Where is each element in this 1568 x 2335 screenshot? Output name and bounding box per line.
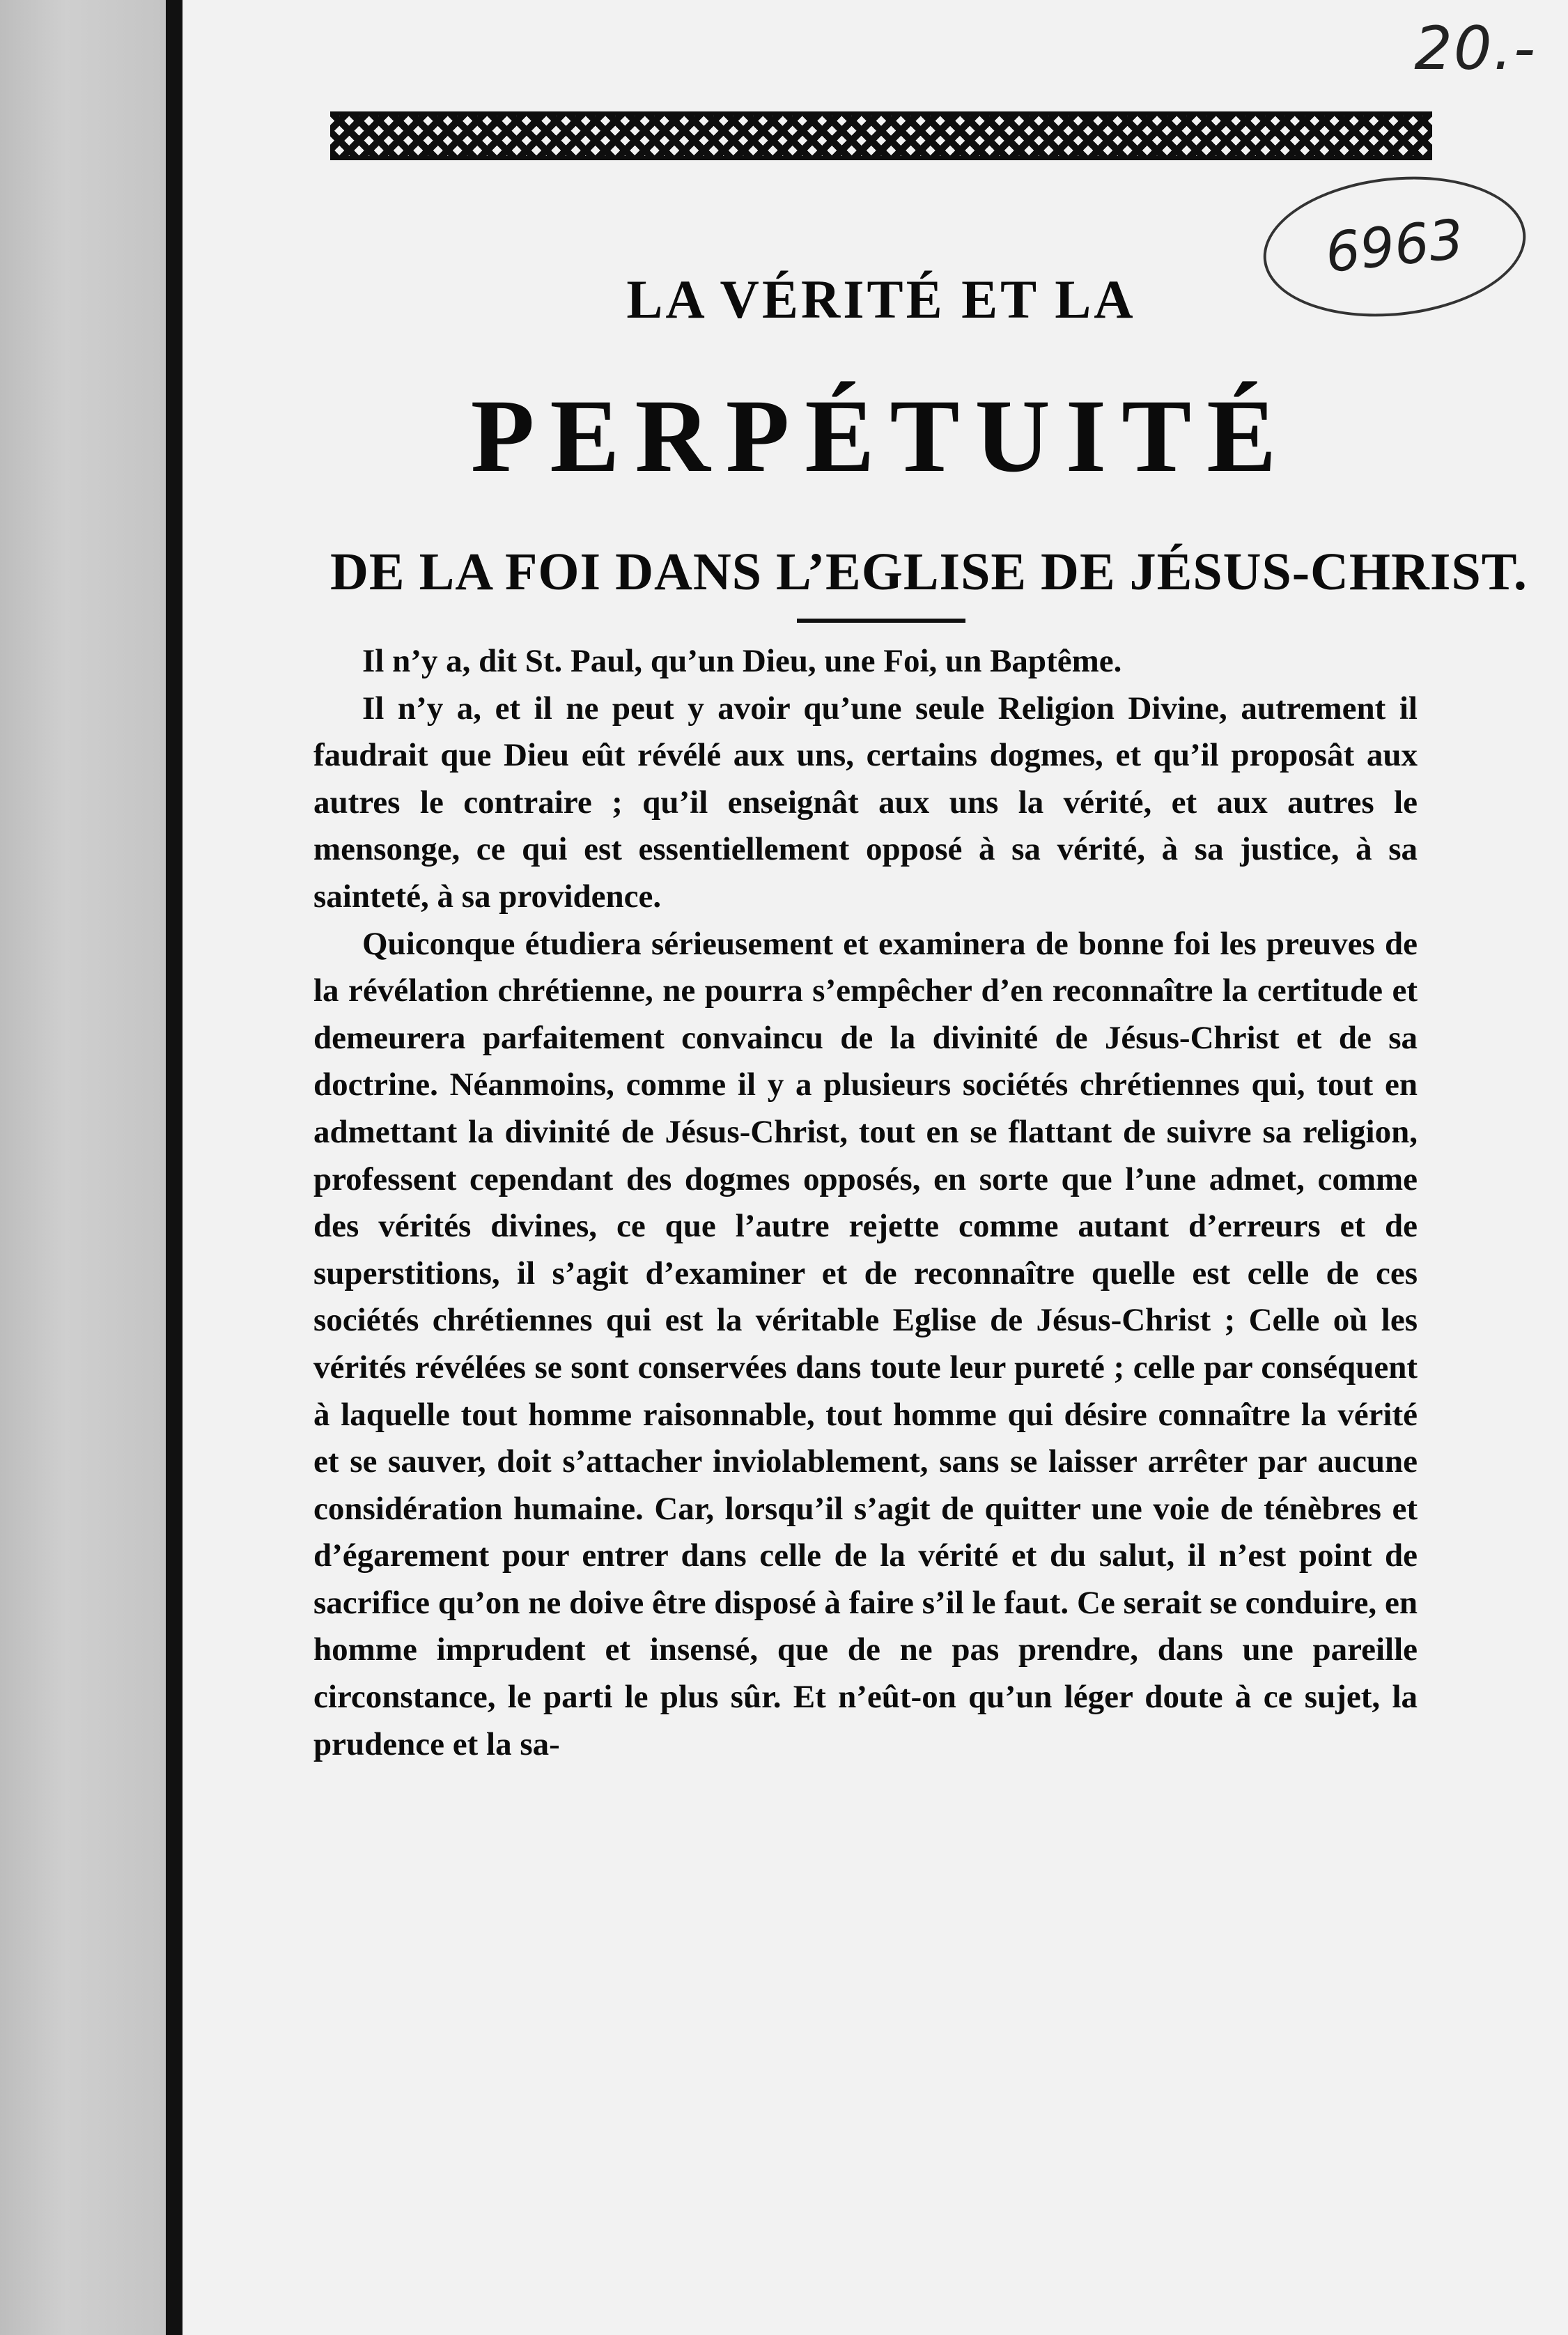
title-divider [797,619,965,623]
decorative-header-band [330,111,1432,160]
document-page [183,0,1568,2335]
body-text [313,638,1418,1768]
paragraph: Il n’y a, dit St. Paul, qu’un Dieu, une Foi, un Baptême. [362,643,1122,679]
book-spine-shadow [166,0,183,2335]
handwritten-number: 20.- [1414,14,1537,84]
title-line-3: DE LA FOI DANS L’EGLISE DE JÉSUS-CHRIST. [330,543,1528,601]
facing-page-edge [0,0,166,2335]
paragraph: Quiconque étudiera sérieusement et examinera de bonne foi les preuves de la révélation chrétienne, ne pourra s’empêcher d’en reconnaître la certitude et demeurera parfaitement convaincu de la divinité de Jésus-Christ et de sa doctrine. Néanmoins, comme il y a plusieurs sociétés chrétiennes qui, tout en admettant la divinité de Jésus-Christ, tout en se flattant de suivre sa religion, professent cependant des dogmes opposés, en sorte que l’une admet, comme des vérités divines, ce que l’autre rejette comme autant d’erreurs et de superstitions, il s’agit d’examiner et de reconnaître quelle est celle de ces sociétés chrétiennes qui est la véritable Eglise de Jésus-Christ ; Celle où les vérités révélées se sont conservées dans toute leur pureté ; celle par conséquent à laquelle tout homme raisonnable, tout homme qui désire connaître la vérité et se sauver, doit s’attacher inviolablement, sans se laisser arrêter par aucune considération humaine. Car, lorsqu’il s’agit de quitter une voie de ténèbres et d’égarement pour entrer dans celle de la vérité et du salut, il n’est point de sacrifice qu’on ne doive être disposé à faire s’il le faut. Ce serait se conduire, en homme imprudent et insensé, que de ne pas prendre, dans une pareille circonstance, le parti le plus sûr. Et n’eût-on qu’un léger doute à ce sujet, la prudence et la sa- [313,925,1418,1762]
title-line-1: LA VÉRITÉ ET LA [626,269,1136,329]
catalog-stamp: 6963 [1257,164,1533,329]
paragraph: Il n’y a, et il ne peut y avoir qu’une seule Religion Divine, autrement il faudrait que Dieu eût révélé aux uns, certains dogmes, et qu’il proposât aux autres le contraire ; qu’il enseignât aux uns la vérité, et aux autres le mensonge, ce qui est essentiellement opposé à sa vérité, à sa justice, à sa sainteté, à sa providence. [313,690,1418,915]
title-line-2: PERPÉTUITÉ [470,378,1292,494]
